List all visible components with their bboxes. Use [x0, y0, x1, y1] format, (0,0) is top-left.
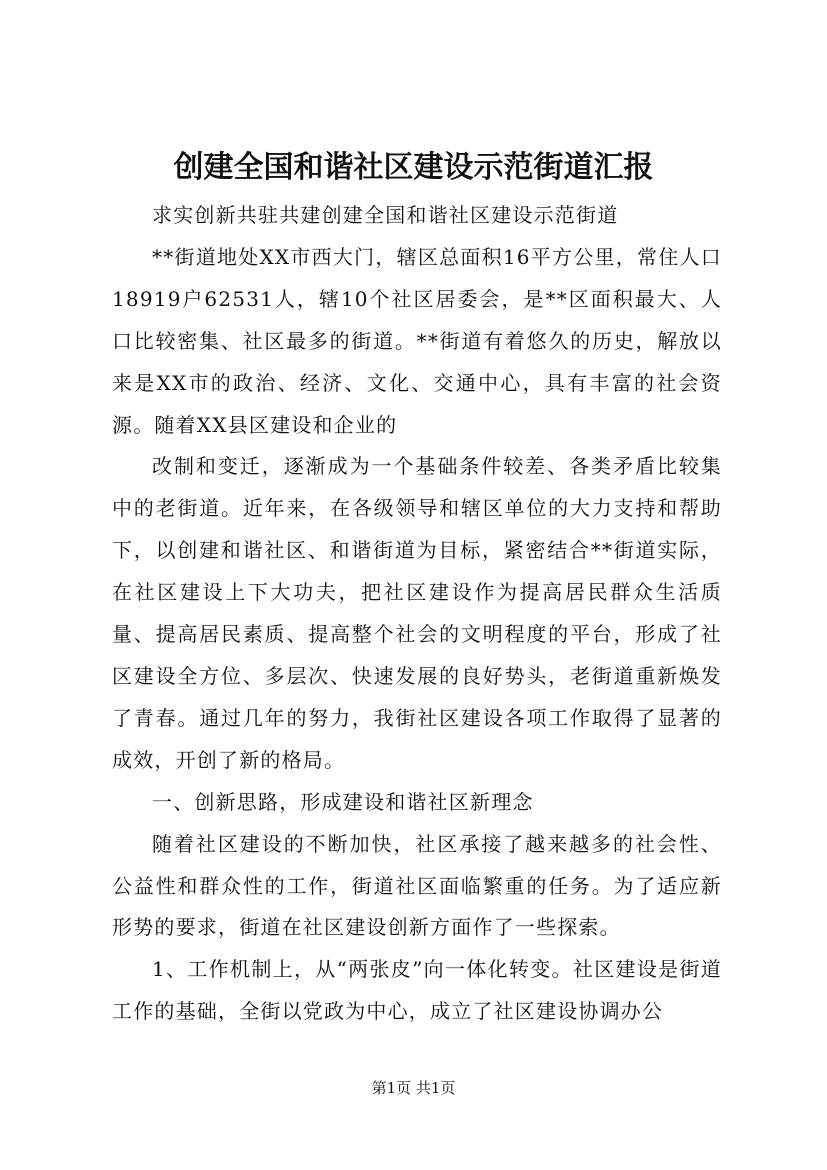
paragraph: 改制和变迁，逐渐成为一个基础条件较差、各类矛盾比较集中的老街道。近年来，在各级领导和辖区单位的大力支持和帮助下，以创建和谐社区、和谐街道为目标，紧密结合**街道实际，在社区建设上下大功夫，把社区建设作为提高居民群众生活质量、提高居民素质、提高整个社会的文明程度的平台，形成了社区建设全方位、多层次、快速发展的良好势头，老街道重新焕发了青春。通过几年的努力，我街社区建设各项工作取得了显著的成效，开创了新的格局。 [112, 454, 722, 772]
section-heading: 一、创新思路，形成建设和谐社区新理念 [152, 789, 534, 814]
paragraph: 1、工作机制上，从“两张皮”向一体化转变。社区建设是街道工作的基础，全街以党政为中心，成立了社区建设协调办公 [112, 957, 722, 1024]
document-title: 创建全国和谐社区建设示范街道汇报 [173, 150, 654, 185]
page-footer: 第1页 共1页 [371, 1079, 456, 1097]
paragraph: 随着社区建设的不断加快，社区承接了越来越多的社会性、公益性和群众性的工作，街道社区面临繁重的任务。为了适应新形势的要求，街道在社区建设创新方面作了一些探索。 [112, 831, 722, 940]
paragraph: **街道地处XX市西大门，辖区总面积16平方公里，常住人口18919户62531人，辖10个社区居委会，是**区面积最大、人口比较密集、社区最多的街道。**街道有着悠久的历史，解放以来是XX市的政治、经济、文化、交通中心，具有丰富的社会资源。随着XX县区建设和企业的 [112, 244, 722, 437]
paragraph-subtitle: 求实创新共驻共建创建全国和谐社区建设示范街道 [152, 203, 619, 227]
document-body [112, 195, 722, 1033]
